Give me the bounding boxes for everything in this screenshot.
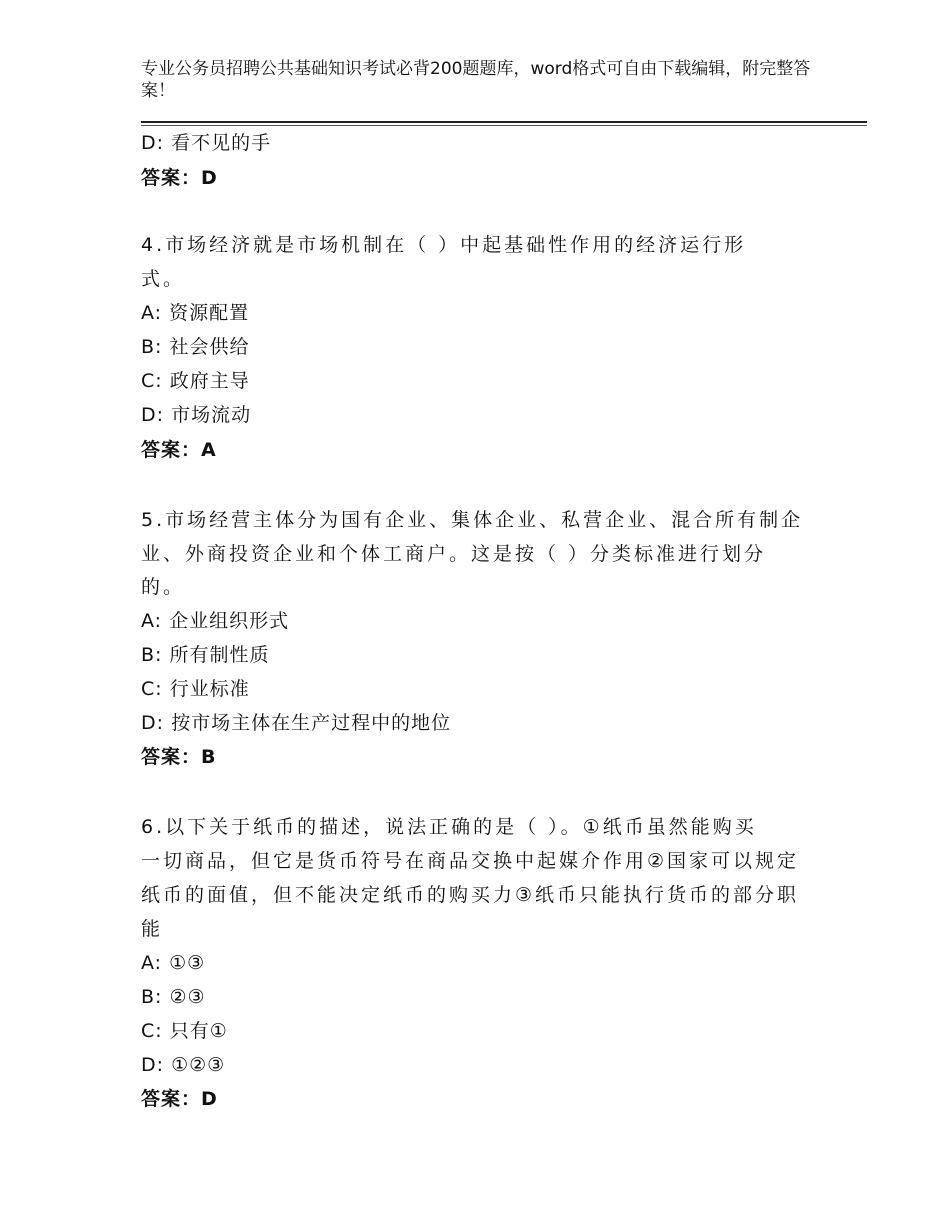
q5-text-line-2: 业、外商投资企业和个体工商户。这是按（ ）分类标准进行划分: [141, 543, 767, 565]
q6-option-a: A: ①③: [141, 952, 206, 974]
q4-text-line-2: 式。: [141, 268, 186, 290]
q5-text-line-3: 的。: [141, 576, 186, 598]
q6-option-b: B: ②③: [141, 986, 206, 1008]
q3-answer: 答案：D: [141, 167, 218, 189]
q5-answer: 答案：B: [141, 746, 217, 768]
q4-answer: 答案：A: [141, 439, 217, 461]
header-divider-thick: [141, 121, 867, 123]
q6-option-c: C: 只有①: [141, 1020, 228, 1042]
q6-text-line-3: 纸币的面值，但不能决定纸币的购买力③纸币只能执行货币的部分职: [141, 884, 800, 906]
q5-option-a: A: 企业组织形式: [141, 610, 290, 632]
q4-option-b: B: 社会供给: [141, 336, 250, 358]
q4-option-d: D: 市场流动: [141, 404, 252, 426]
q6-option-d: D: ①②③: [141, 1054, 226, 1076]
q6-text-line-4: 能: [141, 918, 164, 940]
q5-option-c: C: 行业标准: [141, 678, 250, 700]
q5-option-b: B: 所有制性质: [141, 644, 270, 666]
document-header: 专业公务员招聘公共基础知识考试必背200题题库，word格式可自由下载编辑，附完整答案！: [141, 59, 811, 101]
q4-text-line-1: 4.市场经济就是市场机制在（ ）中起基础性作用的经济运行形: [141, 234, 747, 256]
q5-option-d: D: 按市场主体在生产过程中的地位: [141, 712, 452, 734]
q4-option-a: A: 资源配置: [141, 302, 250, 324]
q4-option-c: C: 政府主导: [141, 370, 250, 392]
q6-text-line-1: 6.以下关于纸币的描述，说法正确的是（ ）。①纸币虽然能购买: [141, 816, 757, 838]
q6-answer: 答案：D: [141, 1088, 218, 1110]
q5-text-line-1: 5.市场经营主体分为国有企业、集体企业、私营企业、混合所有制企: [141, 509, 804, 531]
q3-option-d: D: 看不见的手: [141, 132, 272, 154]
q6-text-line-2: 一切商品，但它是货币符号在商品交换中起媒介作用②国家可以规定: [141, 850, 800, 872]
